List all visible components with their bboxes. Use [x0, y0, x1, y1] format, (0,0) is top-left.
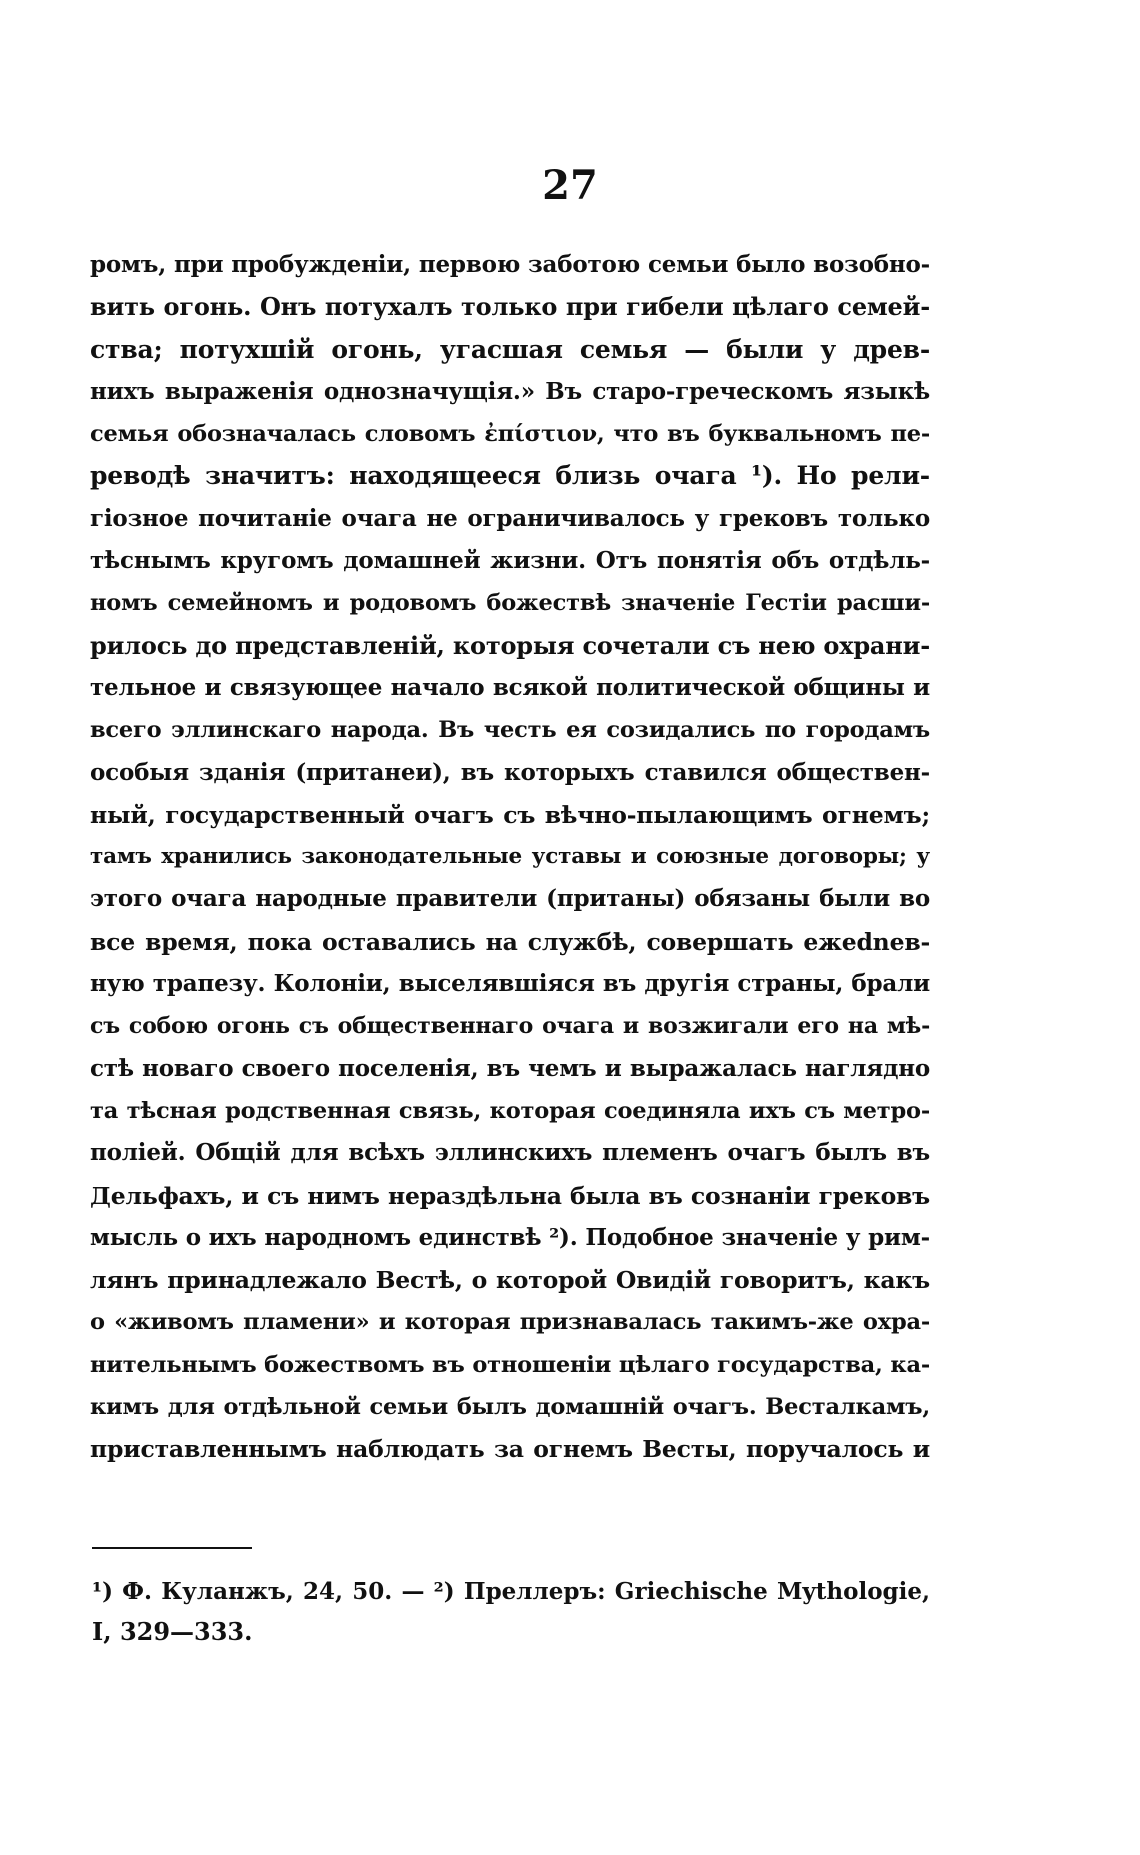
body-text — [90, 244, 930, 1471]
text-line: вить огонь. Онъ потухалъ только при гибели цѣлаго семей- — [90, 292, 930, 322]
text-line: ства; потухшiй огонь, угасшая семья — были у древ- — [90, 334, 930, 364]
text-line: ромъ, при пробужденiи, первою заботою семьи было возобно- — [90, 251, 930, 278]
text-line: этого очага народные правители (пританы) обязаны были во — [90, 885, 930, 913]
text-line: рилось до представленiй, которыя сочетали съ нею охрани- — [90, 630, 930, 660]
text-line: лянъ принадлежало Вестѣ, о которой Овидiй говоритъ, какъ — [90, 1266, 930, 1295]
text-line: стѣ новаго своего поселенiя, въ чемъ и выражалась наглядно — [90, 1054, 930, 1082]
text-line: тельное и связующее начало всякой политической общины и — [90, 673, 930, 701]
text-line: мысль о ихъ народномъ единствѣ ²). Подобное значенiе у рим- — [90, 1223, 930, 1251]
text-line: о «живомъ пламени» и которая признавалась такимъ-же охра- — [90, 1309, 930, 1336]
text-line: все время, пока оставались на службѣ, совершать ежednев- — [90, 927, 930, 956]
text-line: реводѣ значитъ: находящееся близь очага ¹). Но рели- — [90, 461, 930, 491]
text-line: тѣснымъ кругомъ домашней жизни. Отъ понятiя объ отдѣль- — [90, 547, 930, 575]
text-line: нительнымъ божествомъ въ отношенiи цѣлаго государства, ка- — [90, 1351, 930, 1378]
footnote-divider — [92, 1547, 252, 1549]
text-line: нихъ выраженiя однозначущiя.» Въ старо-греческомъ языкѣ — [90, 377, 930, 405]
text-line: номъ семейномъ и родовомъ божествѣ значенiе Гестiи расши- — [90, 590, 930, 617]
text-line: та тѣсная родственная связь, которая соединяла ихъ съ метро- — [90, 1097, 930, 1124]
text-line: ный, государственный очагъ съ вѣчно-пылающимъ огнемъ; — [90, 800, 930, 829]
text-line: особыя зданiя (пританеи), въ которыхъ ставился обществен- — [90, 758, 930, 786]
page-number: 27 — [542, 162, 598, 209]
text-line: Дельфахъ, и съ нимъ нераздѣльна была въ сознанiи грековъ — [90, 1181, 930, 1210]
text-line: ную трапезу. Колонiи, выселявшiяся въ другiя страны, брали — [90, 970, 930, 998]
footnote-line: ¹) Ф. Куланжъ, 24, 50. — ²) Преллеръ: Griechische Mythologie, — [92, 1578, 930, 1605]
text-line: съ собою огонь съ общественнаго очага и возжигали его на мѣ- — [90, 1013, 930, 1040]
text-line: всего эллинскаго народа. Въ честь ея созидались по городамъ — [90, 717, 930, 744]
text-line: семья обозначалась словомъ ἐπίστιον, что въ буквальномъ пе- — [90, 421, 930, 448]
footnotes — [92, 1572, 930, 1652]
footnote-line: I, 329—333. — [92, 1617, 253, 1646]
text-line: тамъ хранились законодательные уставы и союзные договоры; у — [90, 844, 930, 870]
text-line: приставленнымъ наблюдать за огнемъ Весты, поручалось и — [90, 1435, 930, 1464]
text-line: полiей. Общiй для всѣхъ эллинскихъ племенъ очагъ былъ въ — [90, 1139, 930, 1167]
text-line: гiозное почитанiе очага не ограничивалось у грековъ только — [90, 504, 930, 532]
text-line: кимъ для отдѣльной семьи былъ домашнiй очагъ. Весталкамъ, — [90, 1394, 930, 1421]
